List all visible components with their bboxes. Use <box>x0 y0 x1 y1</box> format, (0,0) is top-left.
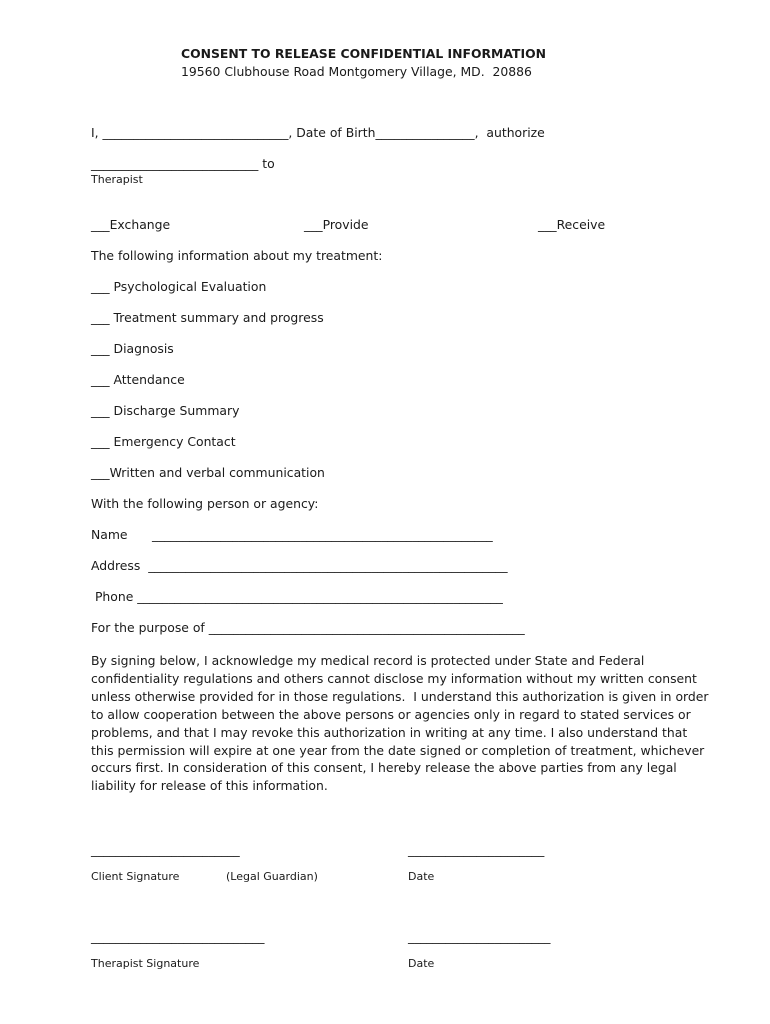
consent-statement <box>91 652 731 795</box>
statement-line: unless otherwise provided for in those regulations. I understand this authorization is given in order <box>91 688 709 704</box>
statement-line: By signing below, I acknowledge my medical record is protected under State and Federal <box>91 653 645 668</box>
provide-option[interactable]: ___Provide <box>304 217 369 232</box>
client-date-line[interactable]: ______________________ <box>408 842 545 857</box>
agency-intro: With the following person or agency: <box>91 496 319 511</box>
therapist-signature-label: Therapist Signature <box>91 957 200 970</box>
statement-line: confidentiality regulations and others cannot disclose my information without my written consent <box>91 670 697 686</box>
page-title: CONSENT TO RELEASE CONFIDENTIAL INFORMATION <box>181 46 546 61</box>
statement-line: to allow cooperation between the above persons or agencies only in regard to stated services or <box>91 706 691 722</box>
info-item-emergency-contact[interactable]: ___ Emergency Contact <box>91 434 236 449</box>
info-item-diagnosis[interactable]: ___ Diagnosis <box>91 341 174 356</box>
info-item-attendance[interactable]: ___ Attendance <box>91 372 185 387</box>
therapist-date-line[interactable]: _______________________ <box>408 929 551 944</box>
client-signature-line[interactable]: ________________________ <box>91 842 240 857</box>
statement-line: problems, and that I may revoke this authorization in writing at any time. I also understand that <box>91 724 688 740</box>
client-signature-label: Client Signature <box>91 870 180 883</box>
therapist-signature-line[interactable]: ____________________________ <box>91 929 265 944</box>
name-label: Name <box>91 527 128 542</box>
phone-field[interactable]: Phone ___________________________________________________________ <box>91 589 503 604</box>
client-date-label: Date <box>408 870 435 883</box>
name-field[interactable]: _______________________________________________________ <box>152 527 493 542</box>
legal-guardian-label: (Legal Guardian) <box>226 870 318 883</box>
purpose-field[interactable]: For the purpose of ___________________________________________________ <box>91 620 525 635</box>
info-item-psych-eval[interactable]: ___ Psychological Evaluation <box>91 279 267 294</box>
statement-line: occurs first. In consideration of this consent, I hereby release the above parties from any legal <box>91 760 677 776</box>
info-item-communication[interactable]: ___Written and verbal communication <box>91 465 325 480</box>
exchange-option[interactable]: ___Exchange <box>91 217 171 232</box>
therapist-caption: Therapist <box>91 173 143 186</box>
address-field[interactable]: Address __________________________________________________________ <box>91 558 508 573</box>
statement-line: liability for release of this information. <box>91 778 328 794</box>
statement-line: this permission will expire at one year from the date signed or completion of treatment, whichever <box>91 742 705 758</box>
receive-option[interactable]: ___Receive <box>538 217 606 232</box>
therapist-line[interactable]: ___________________________ to <box>91 156 275 171</box>
therapist-date-label: Date <box>408 957 435 970</box>
info-item-discharge-summary[interactable]: ___ Discharge Summary <box>91 403 240 418</box>
info-item-treatment-summary[interactable]: ___ Treatment summary and progress <box>91 310 324 325</box>
info-intro: The following information about my treatment: <box>91 248 383 263</box>
client-authorize-line[interactable]: I, ______________________________, Date of Birth________________, authorize <box>91 125 545 140</box>
clinic-address: 19560 Clubhouse Road Montgomery Village, MD. 20886 <box>181 64 532 79</box>
